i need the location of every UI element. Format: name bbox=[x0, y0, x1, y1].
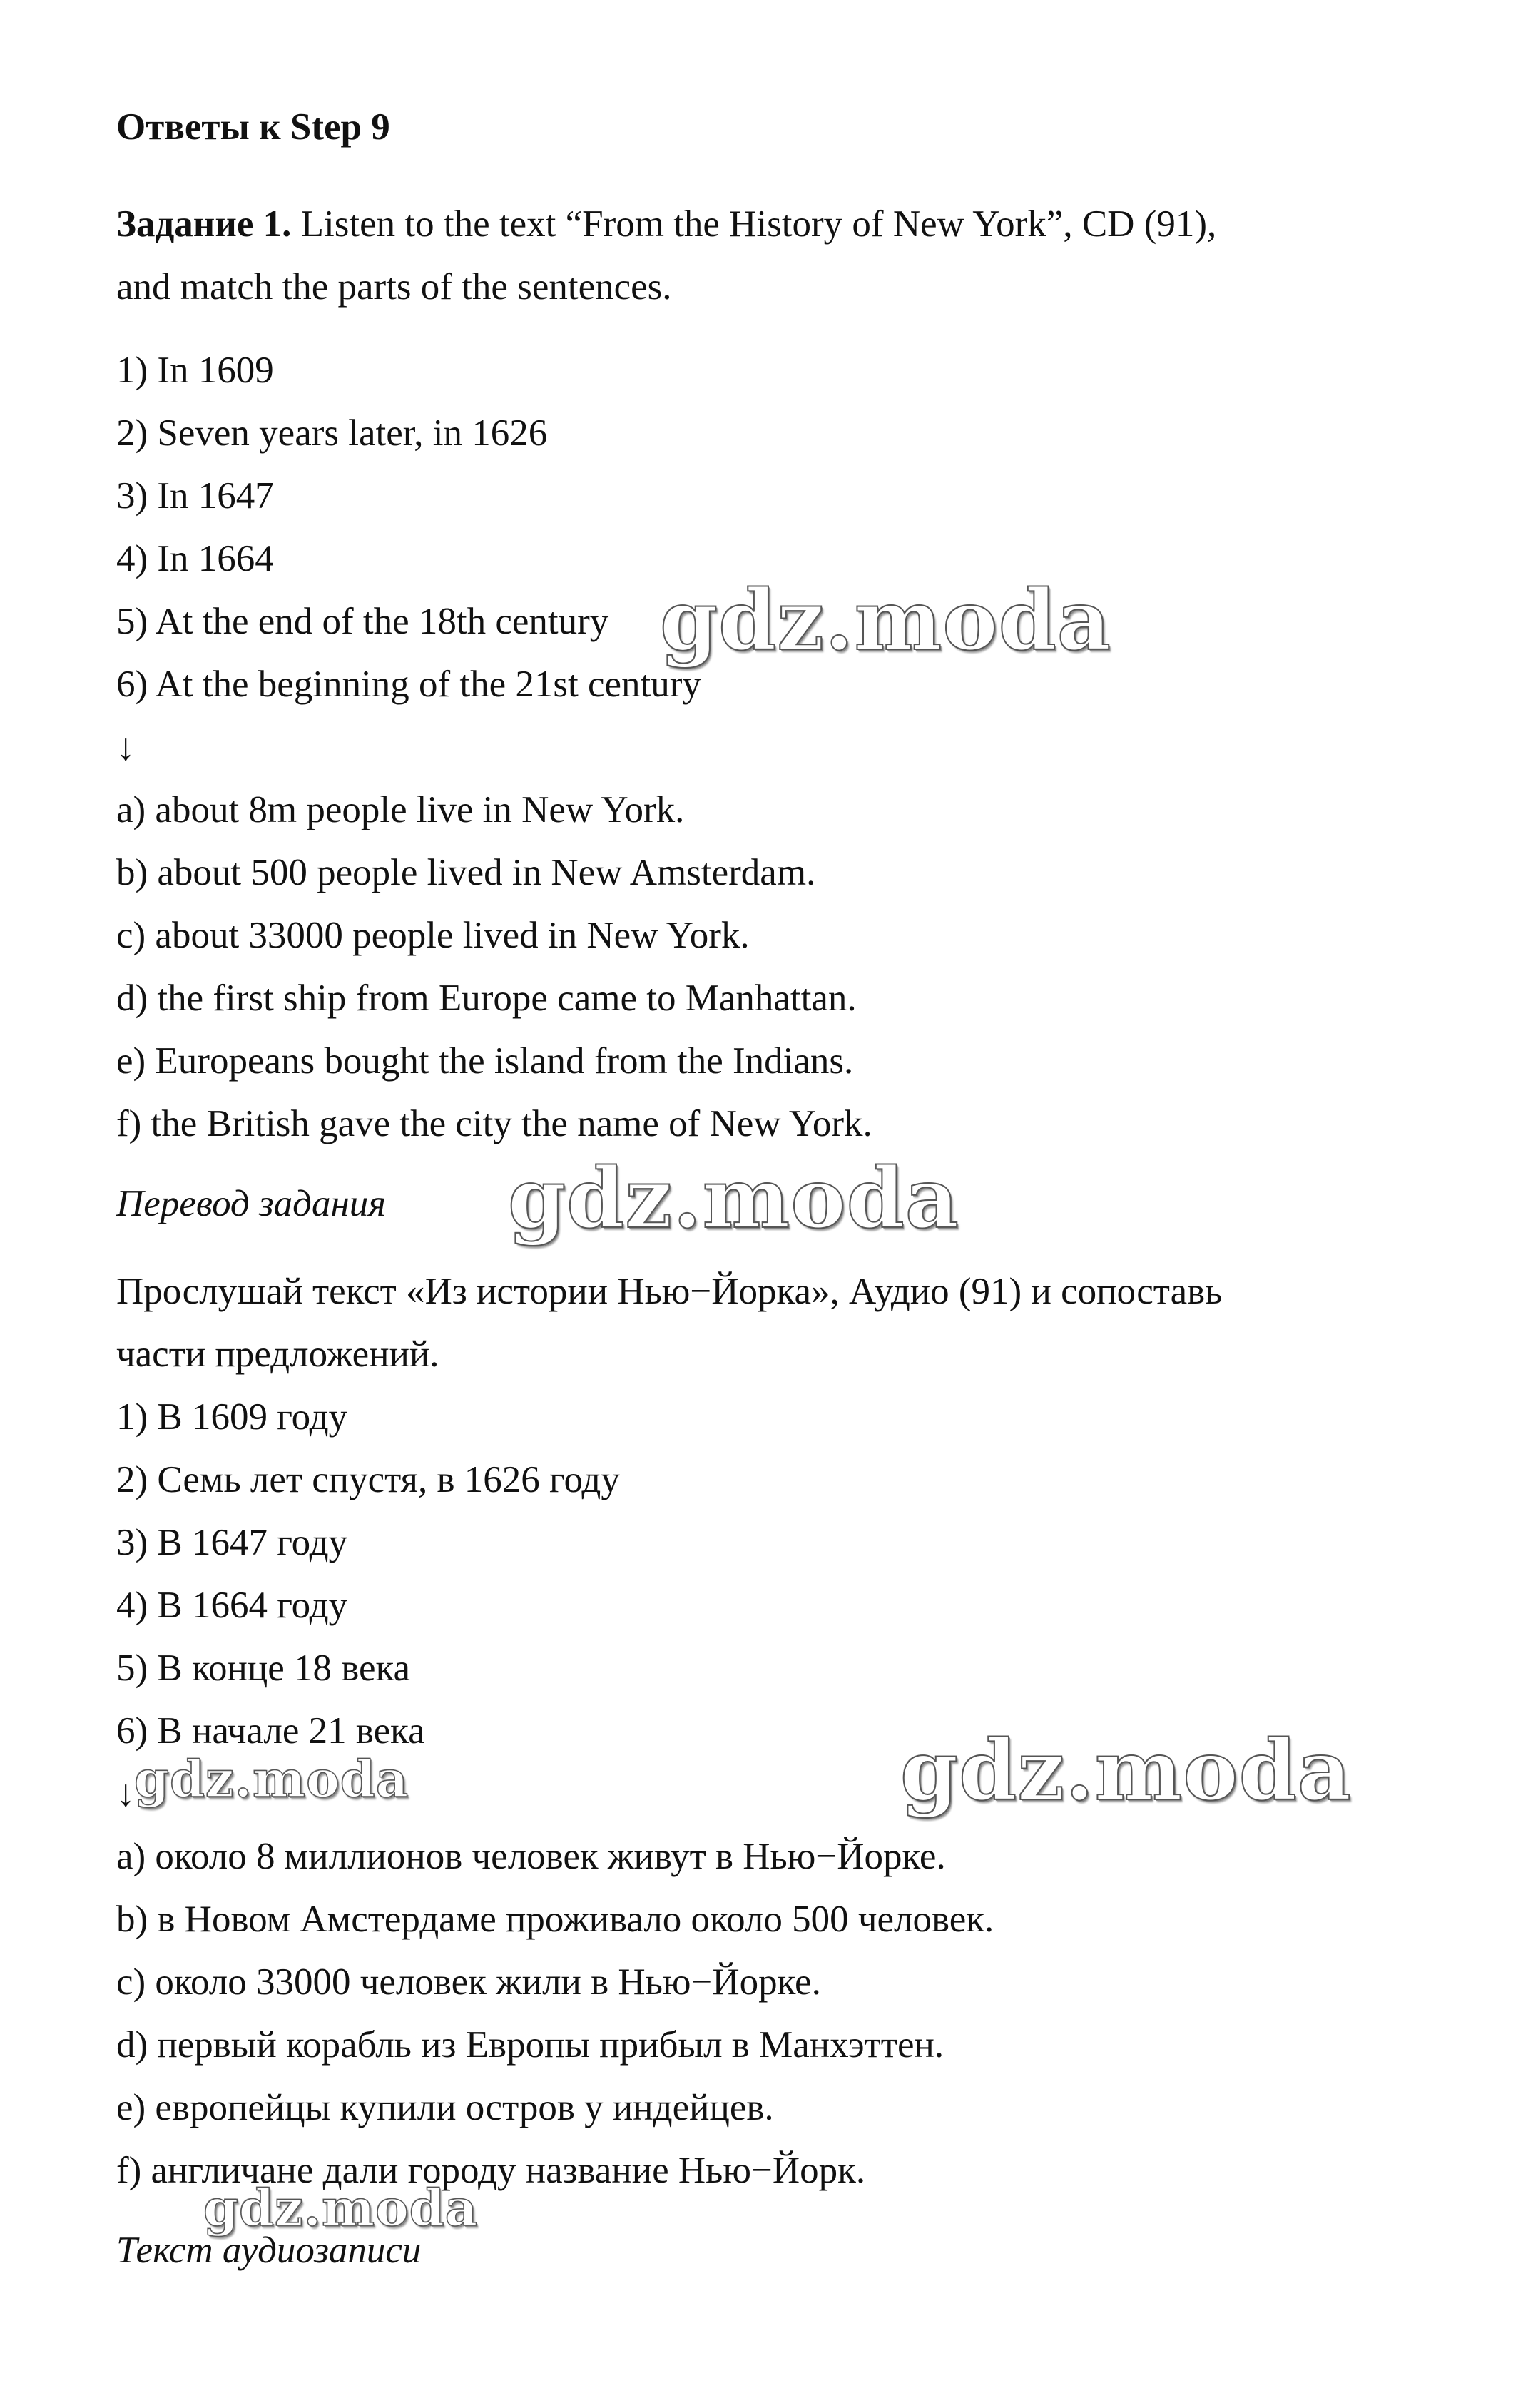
page-heading: Ответы к Step 9 bbox=[116, 106, 390, 148]
english-end-a: a) about 8m people live in New York. bbox=[116, 789, 685, 830]
task-line-1 bbox=[116, 201, 1216, 247]
russian-start-3: 3) В 1647 году bbox=[116, 1522, 348, 1563]
russian-end-a: a) около 8 миллионов человек живут в Нью−Йорке. bbox=[116, 1836, 946, 1877]
english-end-e: e) Europeans bought the island from the Indians. bbox=[116, 1040, 854, 1082]
arrow-down-icon-2: ↓ bbox=[116, 1773, 136, 1814]
russian-end-c: c) около 33000 человек жили в Нью−Йорке. bbox=[116, 1961, 821, 2003]
translation-line-1: Прослушай текст «Из истории Нью−Йорка», Аудио (91) и сопоставь bbox=[116, 1271, 1223, 1312]
arrow-down-icon: ↓ bbox=[116, 727, 136, 768]
watermark-logo-1: gdz.moda bbox=[660, 572, 1111, 669]
russian-start-1: 1) В 1609 году bbox=[116, 1396, 348, 1438]
task-line-2: and match the parts of the sentences. bbox=[116, 266, 672, 308]
translation-line-2: части предложений. bbox=[116, 1333, 439, 1375]
watermark-logo-4: gdz.moda bbox=[134, 1749, 409, 1809]
task-text-1: Listen to the text “From the History of New York”, CD (91), bbox=[291, 203, 1217, 245]
audio-heading: Текст аудиозаписи bbox=[116, 2230, 422, 2271]
watermark-logo-2: gdz.moda bbox=[508, 1150, 959, 1247]
russian-start-4: 4) В 1664 году bbox=[116, 1585, 348, 1626]
english-start-6: 6) At the beginning of the 21st century bbox=[116, 664, 701, 705]
russian-start-5: 5) В конце 18 века bbox=[116, 1647, 411, 1689]
russian-start-6: 6) В начале 21 века bbox=[116, 1710, 425, 1752]
english-start-3: 3) In 1647 bbox=[116, 475, 274, 517]
russian-start-2: 2) Семь лет спустя, в 1626 году bbox=[116, 1459, 620, 1500]
watermark-logo-5: gdz.moda bbox=[203, 2178, 479, 2237]
english-end-b: b) about 500 people lived in New Amsterdam. bbox=[116, 852, 816, 893]
english-start-1: 1) In 1609 bbox=[116, 350, 274, 391]
task-label: Задание 1. bbox=[116, 203, 292, 245]
english-end-d: d) the first ship from Europe came to Manhattan. bbox=[116, 977, 857, 1019]
russian-end-f: f) англичане дали городу название Нью−Йорк. bbox=[116, 2150, 866, 2191]
english-start-4: 4) In 1664 bbox=[116, 538, 274, 579]
english-start-5: 5) At the end of the 18th century bbox=[116, 601, 609, 642]
english-end-f: f) the British gave the city the name of New York. bbox=[116, 1103, 872, 1144]
russian-end-b: b) в Новом Амстердаме проживало около 500 человек. bbox=[116, 1899, 994, 1940]
english-start-2: 2) Seven years later, in 1626 bbox=[116, 412, 548, 454]
watermark-logo-3: gdz.moda bbox=[900, 1722, 1352, 1819]
translation-heading: Перевод задания bbox=[116, 1183, 386, 1224]
russian-end-e: e) европейцы купили остров у индейцев. bbox=[116, 2087, 774, 2128]
russian-end-d: d) первый корабль из Европы прибыл в Манхэттен. bbox=[116, 2024, 944, 2066]
english-end-c: c) about 33000 people lived in New York. bbox=[116, 915, 750, 956]
